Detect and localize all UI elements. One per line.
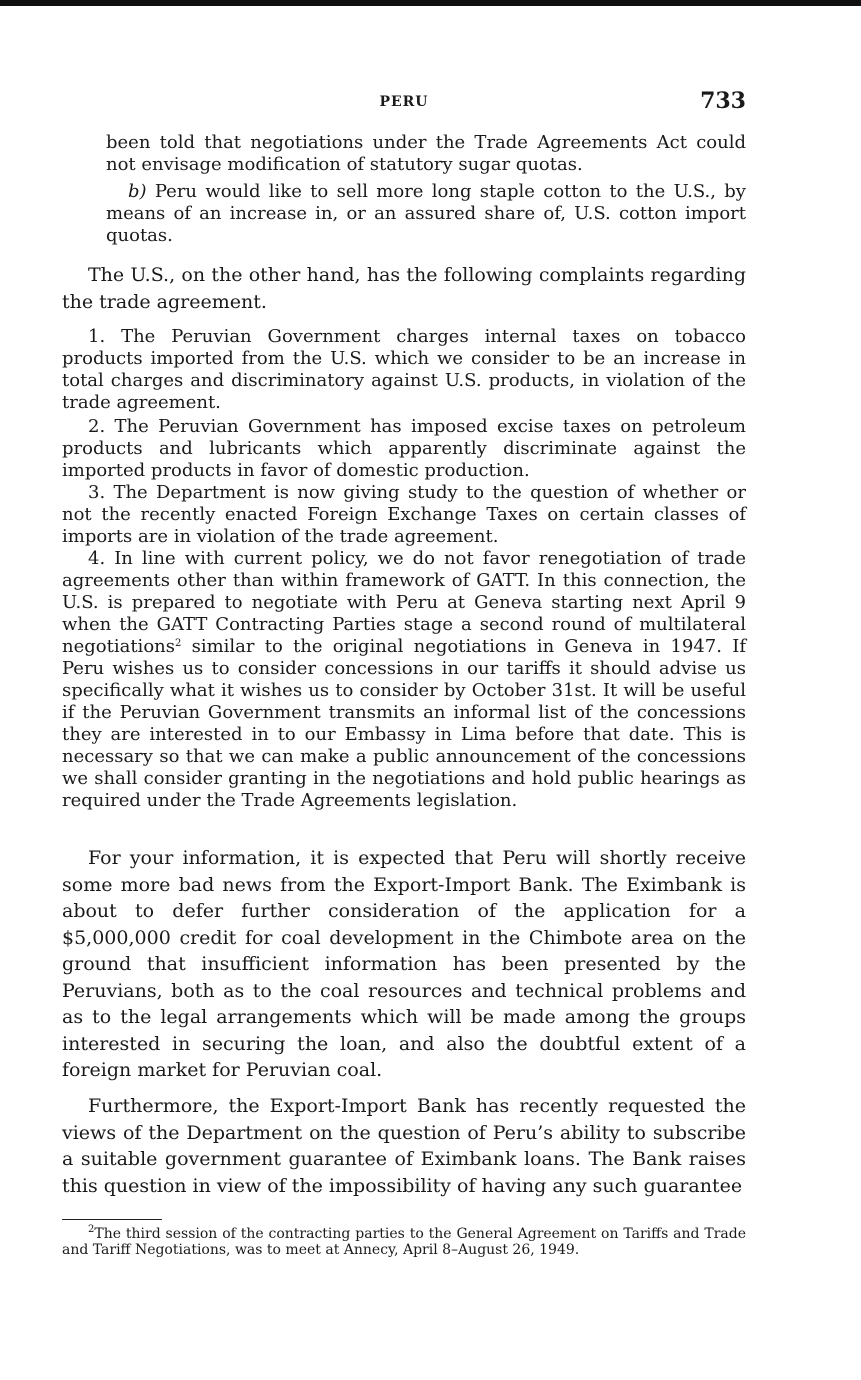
item-b-paragraph (62, 181, 746, 247)
running-head: PERU (379, 94, 429, 110)
complaint-3: 3. The Department is now giving study to the question of whether or not the recently enacted Foreign Exchange Taxes on certain classes of imports are in violation of the trade agreement. (62, 482, 746, 547)
continuation-text: been told that negotiations under the Trade Agreements Act could not envisage modification of statutory sugar quotas. (106, 132, 746, 175)
complaint-2: 2. The Peruvian Government has imposed excise taxes on petroleum products and lubricants which apparently discriminate against the imported products in favor of domestic production. (62, 416, 746, 481)
footnote-text: The third session of the contracting parties to the General Agreement on Tariffs and Trade and Tariff Negotiations, was to meet at Annecy, April 8–August 26, 1949. (62, 1226, 746, 1258)
page-header (62, 88, 746, 118)
intro-paragraph: The U.S., on the other hand, has the following complaints regarding the trade agreement. (62, 264, 746, 313)
continuation-paragraph (62, 132, 746, 176)
page-top-edge (0, 0, 861, 6)
page-number: 733 (700, 88, 746, 114)
furthermore-paragraph: Furthermore, the Export-Import Bank has recently requested the views of the Department on the question of Peru’s ability to subscribe a suitable government guarantee of Eximbank loans. The Bank raises this question in view of the impossibility of having any such guarantee (62, 1095, 746, 1197)
footnote (62, 1226, 746, 1258)
complaint-4-text-b: similar to the original negotiations in Geneva in 1947. If Peru wishes us to consider concessions in our tariffs it should advise us specifically what it wishes us to consider by October 31st. It will be useful if the Peruvian Government transmits an informal list of the concessions they are interested in to our Embassy in Lima before that date. This is necessary so that we can make a public announcement of the concessions we shall consider granting in the negotiations and hold public hearings as required under the Trade Agreements legislation. (62, 636, 746, 811)
information-paragraph: For your information, it is expected that Peru will shortly receive some more bad news from the Export-Import Bank. The Eximbank is about to defer further consideration of the application for a $5,000,000 credit for coal development in the Chimbote area on the ground that insufficient information has been presented by the Peruvians, both as to the coal resources and technical problems and as to the legal arrangements which will be made among the groups interested in securing the loan, and also the doubtful extent of a foreign market for Peruvian coal. (62, 847, 746, 1081)
complaint-1: 1. The Peruvian Government charges internal taxes on tobacco products imported from the U.S. which we consider to be an increase in total charges and discriminatory against U.S. products, in violation of the trade agreement. (62, 326, 746, 413)
complaint-4 (62, 548, 746, 812)
complaint-4-text-a: 4. In line with current policy, we do not favor renegotiation of trade agreements other than within framework of GATT. In this connection, the U.S. is prepared to negotiate with Peru at Geneva starting next April 9 when the GATT Contracting Parties stage a second round of multilateral negotiations (62, 548, 746, 657)
item-b-text: Peru would like to sell more long staple cotton to the U.S., by means of an increase in, or an assured share of, U.S. cotton import quotas. (106, 181, 746, 246)
footnote-marker: 2 (88, 1224, 95, 1235)
item-b-letter: b) (128, 181, 147, 202)
footnote-rule (62, 1219, 162, 1220)
footnote-reference: 2 (174, 638, 182, 649)
